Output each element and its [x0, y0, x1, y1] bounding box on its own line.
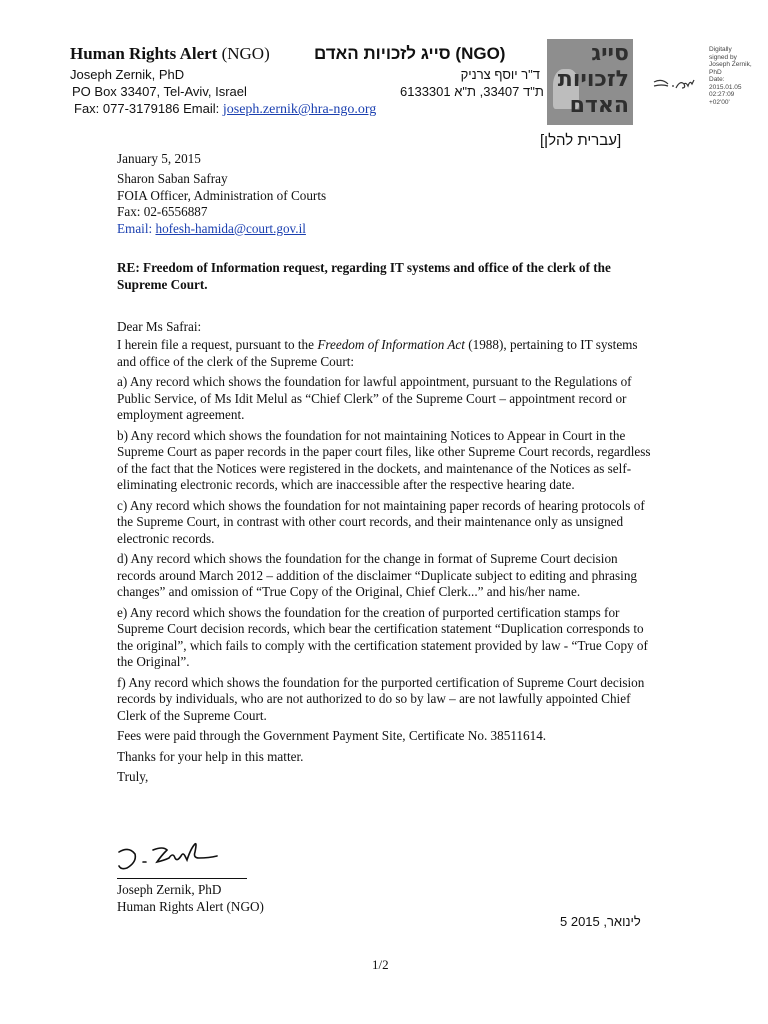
sig-line: 02:27:09 [709, 91, 735, 98]
hebrew-date: 5 לינואר, 2015 [560, 914, 641, 929]
org-logo [547, 39, 633, 125]
closing: Truly, [117, 769, 149, 784]
digital-signature-mark-icon [640, 40, 700, 120]
sig-line: 2015.01.05 [709, 83, 742, 91]
recipient-fax: Fax: 02-6556887 [117, 204, 208, 219]
recipient-name: Sharon Saban Safray [117, 171, 228, 186]
handwritten-signature-icon [115, 838, 225, 874]
request-item: c) Any record which shows the foundation for not maintaining paper records of hearing protocols of the Supreme Court, in contrast with other court records, and their maintenance only as unsigned electronic records. [117, 497, 645, 546]
org-name-english: Human Rights Alert (NGO) [70, 44, 270, 63]
contact-name-english: Joseph Zernik, PhD [70, 67, 185, 82]
org-name-hebrew: סייג לזכויות האדם (NGO) [314, 44, 506, 63]
digital-signature-info [709, 46, 764, 106]
signer-block [117, 882, 657, 915]
org-email-link[interactable]: joseph.zernik@hra-ngo.org [222, 102, 377, 117]
sig-line: PhD [709, 68, 722, 76]
subject-line: RE: Freedom of Information request, regarding IT systems and office of the clerk of the Supreme Court. [117, 260, 611, 292]
fees-paragraph: Fees were paid through the Government Payment Site, Certificate No. 38511614. [117, 728, 547, 743]
recipient-email-line: Email: hofesh-hamida@court.gov.il [117, 220, 306, 236]
hebrew-below-note: [עברית להלן] [540, 132, 622, 149]
contact-name-hebrew: ד"ר יוסף צרניק [460, 67, 540, 82]
recipient-block [117, 171, 657, 237]
recipient-title: FOIA Officer, Administration of Courts [117, 187, 327, 203]
sig-line: Date: [709, 76, 725, 83]
sig-line: Digitally [709, 46, 732, 53]
request-item: b) Any record which shows the foundation for not maintaining Notices to Appear in Court in the Supreme Court as paper records in the paper court files, like other Supreme Court records, regardless of the fact that the Notices were registered in the dockets, and maintenance of the Notices as self-eliminating electronic records, which are inaccessible after the respective hearing date. [117, 427, 651, 492]
logo-text-line: סייג [591, 41, 629, 66]
logo-text-line: האדם [569, 93, 629, 118]
salutation: Dear Ms Safrai: [117, 319, 202, 334]
contact-address-hebrew: ת"ד 33407, ת"א 6133301 [400, 84, 544, 99]
sig-line: signed by [709, 53, 737, 61]
request-item: e) Any record which shows the foundation for the creation of purported certification stamps for Supreme Court decision records, which bear the certification statement “Duplication corresponds to the original”, which fails to comply with the certification statement provided by law - “True Copy of the Original”. [117, 604, 648, 669]
signer-org: Human Rights Alert (NGO) [117, 898, 264, 914]
sig-line: +02'00' [709, 98, 730, 106]
logo-text-line: לזכויות [557, 67, 629, 92]
request-item: d) Any record which shows the foundation for the change in format of Supreme Court decision records around March 2012 – addition of the disclaimer “Duplicate subject to editing and phrasing changes” and omission of “True Copy of the Original, Chief Clerk...” and his/her name. [117, 551, 638, 599]
contact-address-english: PO Box 33407, Tel-Aviv, Israel [72, 84, 247, 99]
letter-body [117, 337, 657, 790]
page-number: 1/2 [372, 957, 389, 972]
recipient-email-link[interactable]: hofesh-hamida@court.gov.il [155, 220, 306, 236]
request-item: f) Any record which shows the foundation for the purported certification of Supreme Court decision records by individuals, who are not authorized to do so by law – are not lawfully appointed Chief Clerk of the Supreme Court. [117, 674, 645, 723]
signer-name: Joseph Zernik, PhD [117, 882, 222, 897]
thanks-paragraph: Thanks for your help in this matter. [117, 748, 304, 764]
request-item: a) Any record which shows the foundation for lawful appointment, pursuant to the Regulations of Public Service, of Ms Idit Melul as “Chief Clerk” of the Supreme Court – appointment record or employment agreement. [117, 374, 632, 422]
letter-date: January 5, 2015 [117, 151, 201, 166]
contact-fax-email: Fax: 077-3179186 Email: joseph.zernik@hra-ngo.org [74, 101, 377, 117]
sig-line: Joseph Zernik, [709, 61, 752, 68]
intro-paragraph: I herein file a request, pursuant to the Freedom of Information Act (1988), pertaining to IT systems and office of the clerk of the Supreme Court: [117, 337, 638, 369]
signature-line [117, 878, 247, 879]
